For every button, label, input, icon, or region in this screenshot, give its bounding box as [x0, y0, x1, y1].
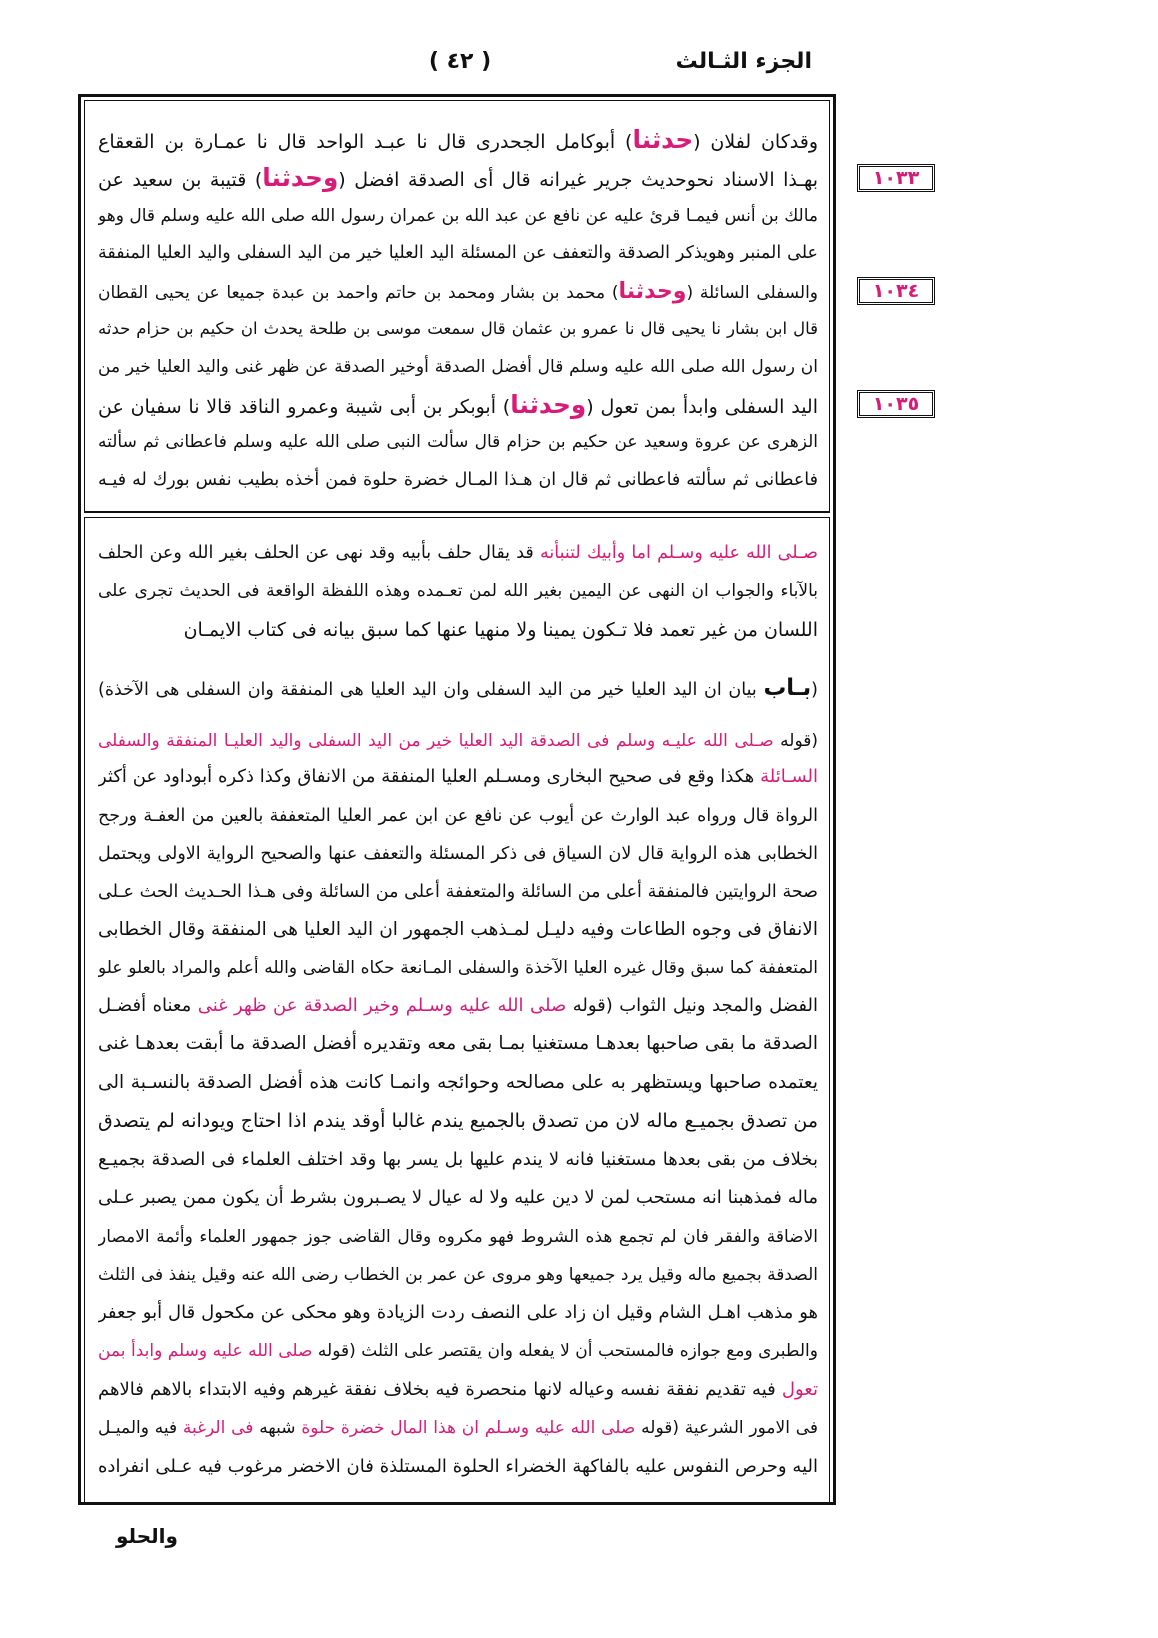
commentary-line [98, 1179, 818, 1217]
commentary-line [98, 669, 818, 707]
hadith-line [98, 121, 818, 159]
text-span: اليد السفلى وابدأ بمن تعول ( [586, 396, 818, 418]
hadith-line [98, 197, 818, 235]
text-span: مالك بن أنس فيمـا قرئ عليه عن نافع عن عبد الله بن عمران رسول الله صلى الله عليه وسلم قال وهو [98, 206, 818, 226]
hadith-line [98, 159, 818, 197]
hadith-number: ١٠٣٤ [857, 277, 935, 305]
chapter-heading: بـاب [763, 675, 812, 701]
text-span: الزهرى عن عروة وسعيد عن حكيم بن حزام قال سألت النبى صلى الله عليه وسلم فاعطانى ثم سألته [98, 432, 818, 452]
section-divider [84, 511, 830, 513]
commentary-line [98, 873, 818, 911]
text-span: بالآباء والجواب ان النهى عن اليمين بغير الله لمن تعـمده وهذه اللفظة الواقعة فى الحديث تجرى على [98, 581, 818, 601]
text-span: بهـذا الاسناد نحوحديث جرير غيرانه قال أى الصدقة افضل ( [338, 169, 818, 191]
commentary-line [98, 534, 818, 572]
highlighted-quote: صلى الله عليه وسلم وابدأ بمن [98, 1341, 313, 1361]
text-span: الاضاقة والفقر فان لم تجمع هذه الشروط فهو مكروه وقال القاضى جوز جمهور العلماء وأئمة الامصار [98, 1227, 818, 1247]
commentary-line [98, 1102, 818, 1140]
commentary-line [98, 835, 818, 873]
text-span: فيه تقديم نفقة نفسه وعياله لانها منحصرة فيه بخلاف نفقة غيرهم وفيه الابتداء بالاهم فالاهم [98, 1379, 782, 1400]
commentary-line [98, 949, 818, 987]
text-span: ) أبوبكر بن أبى شيبة وعمرو الناقد قالا نا سفيان عن [98, 396, 511, 418]
hadith-line [98, 310, 818, 348]
text-span: فيه والميـل [98, 1418, 183, 1438]
text-span: فى الامور الشرعية (قوله [635, 1418, 818, 1438]
text-span: بخلاف من بقى بعدها مستغنيا فانه لا يندم عليها بل يسر بها وقد اختلف العلماء فى الصدقة بجميـع [98, 1149, 818, 1170]
volume-title: الجزء الثـالث [675, 49, 812, 74]
hadith-number: ١٠٣٣ [857, 164, 935, 192]
text-span: وقدكان لفلان ( [693, 131, 818, 153]
isnad-heading: وحدثنا [262, 163, 339, 192]
text-span: ان رسول الله صلى الله عليه وسلم قال أفضل الصدقة أوخير الصدقة عن ظهر غنى واليد العليا خير من [98, 357, 818, 377]
commentary-line [98, 1256, 818, 1294]
text-span: (قوله [773, 731, 818, 751]
hadith-line [98, 386, 818, 424]
isnad-heading: وحدثنا [618, 278, 687, 304]
hadith-line [98, 461, 818, 499]
highlighted-quote: فى الرغبة [182, 1418, 254, 1438]
text-span: شبهه [253, 1418, 302, 1438]
text-span: ) قتيبة بن سعيد عن [98, 169, 263, 191]
hadith-line [98, 234, 818, 272]
text-span: والطبرى ومع جوازه فالمستحب أن لا يفعله وان يقتصر على الثلث (قوله [312, 1341, 818, 1361]
text-span: هكذا وقع فى صحيح البخارى ومسـلم العليا المنفقة من الانفاق وكذا ذكره أبوداود عن أكثر [98, 766, 761, 787]
commentary-line [98, 1218, 818, 1256]
text-span: الخطابى هذه الرواية قال لان السياق فى ذكر المسئلة والتعفف عنها والصحيح الرواية الاولى ويحتمل [98, 844, 818, 864]
text-span: المتعففة كما سبق وقال غيره العليا الآخذة والسفلى المـانعة حكاه القاضى والله أعلم والمراد بالعلو علو [98, 958, 818, 978]
text-span: معناه أفضـل [98, 995, 198, 1016]
hadith-line [98, 272, 818, 310]
text-span: من تصدق بجميـع ماله لان من تصدق بالجميع يندم غالبا أوقد يندم اذا احتاج ويودانه لم يتصدق [98, 1110, 818, 1132]
text-span: اللسان من غير تعمد فلا تـكون يمينا ولا منهيا عنها كما سبق بيانه فى كتاب الايمـان [183, 619, 818, 641]
commentary-line [98, 758, 818, 796]
commentary-line [98, 987, 818, 1025]
text-span: على المنبر وهويذكر الصدقة والتعفف عن المسئلة اليد العليا خير من اليد السفلى واليد العليا المنفقة [98, 243, 818, 263]
commentary-line [98, 1141, 818, 1179]
text-span: صحة الروايتين فالمنفقة أعلى من السائلة والمتعففة أعلى من السائلة وفى هـذا الحـديث الحث عـلى [98, 882, 818, 902]
highlighted-quote: صلى الله عليه وسـلم وخير الصدقة عن ظهر غنى [197, 995, 567, 1016]
highlighted-quote: السـائلة [760, 766, 818, 787]
commentary-line [98, 911, 818, 949]
commentary-line [98, 797, 818, 835]
isnad-heading: وحدثنا [510, 390, 587, 419]
isnad-heading: حدثنا [632, 125, 694, 154]
hadith-line [98, 423, 818, 461]
highlighted-quote: صلى الله عليه وسـلم ان هذا المال خضرة حلوة [301, 1418, 636, 1438]
text-span: اليه وحرص النفوس عليه بالفاكهة الخضراء الحلوة المستلذة فان الاخضر مرغوب فيه عـلى انفراده [98, 1456, 818, 1477]
text-span: هو مذهب اهـل الشام وقيل ان زاد على النصف ردت الزيادة وهو محكى عن مكحول قال أبو جعفر [98, 1302, 818, 1323]
text-span: يعتمده صاحبها ويستظهر به على مصالحه وحوائجه وانمـا كانت هذه أفضل الصدقة بالنسـبة الى [98, 1072, 818, 1093]
commentary-line [98, 1294, 818, 1332]
text-span: الصدقة بجميع ماله وقيل يرد جميعها وهو مروى عن عمر بن الخطاب رضى الله عنه وقيل ينفذ فى الثلث [98, 1265, 818, 1285]
text-span: ) أبوكامل الجحدرى قال نا عبـد الواحد قال نا عمـارة بن القعقاع [98, 131, 633, 153]
text-span: فاعطانى ثم سألته فاعطانى ثم قال ان هـذا المـال خضرة حلوة فمن أخذه بطيب نفس بورك له فيـه [98, 470, 818, 490]
text-span: الرواة قال ورواه عبد الوارث عن أيوب عن نافع عن ابن عمر العليا المتعففة بالعين من العفـة ورجح [98, 806, 818, 826]
text-span: ( [811, 680, 818, 700]
text-span: الفضل والمجد ونيل الثواب (قوله [566, 995, 818, 1016]
text-span: ) محمد بن بشار ومحمد بن حاتم واحمد بن عبدة جميعا عن يحيى القطان [98, 283, 619, 303]
text-span: والسفلى السائلة ( [686, 283, 818, 303]
commentary-line [98, 1332, 818, 1370]
commentary-line [98, 1448, 818, 1486]
text-span: قد يقال حلف بأبيه وقد نهى عن الحلف بغير الله وعن الحلف [98, 543, 540, 563]
highlighted-quote: تعول [781, 1379, 818, 1400]
commentary-line [98, 1371, 818, 1409]
commentary-line [98, 1409, 818, 1447]
hadith-line [98, 348, 818, 386]
text-span: ماله فمذهبنا انه مستحب لمن لا دين عليه ولا له عيال لا يصـبرون بشرط أن يكون ممن يصبر عـلى [98, 1187, 818, 1208]
highlighted-quote: صـلى الله عليه وسـلم اما وأبيك لتنبأنه [540, 543, 818, 563]
commentary-line [98, 611, 818, 649]
catchword: والحلو [116, 1524, 178, 1548]
commentary-line [98, 722, 818, 760]
text-span: الصدقة ما بقى صاحبها بعدهـا مستغنيا بمـا بقى معه وتقديره أفضل الصدقة ما أبقت بعدهـا غنى [98, 1033, 818, 1054]
commentary-line [98, 572, 818, 610]
text-span: الانفاق فى وجوه الطاعات وفيه دليـل لمـذهب الجمهور ان اليد العليا هى المنفقة وقال الخطابى [98, 919, 818, 940]
highlighted-quote: صـلى الله عليـه وسلم فى الصدقة اليد العليا خير من اليد السفلى واليد العليـا المنفقة والسفلى [98, 731, 774, 751]
commentary-line [98, 1064, 818, 1102]
text-span: بيان ان اليد العليا خير من اليد السفلى وان اليد العليا هى المنفقة وان السفلى هى الآخذة) [98, 680, 764, 700]
page-number: ( ٤٢ ) [428, 49, 492, 74]
hadith-number: ١٠٣٥ [857, 390, 935, 418]
text-span: قال ابن بشار نا يحيى قال نا عمرو بن عثمان قال سمعت موسى بن طلحة يحدث ان حكيم بن حزام حدثه [98, 319, 818, 338]
commentary-line [98, 1025, 818, 1063]
